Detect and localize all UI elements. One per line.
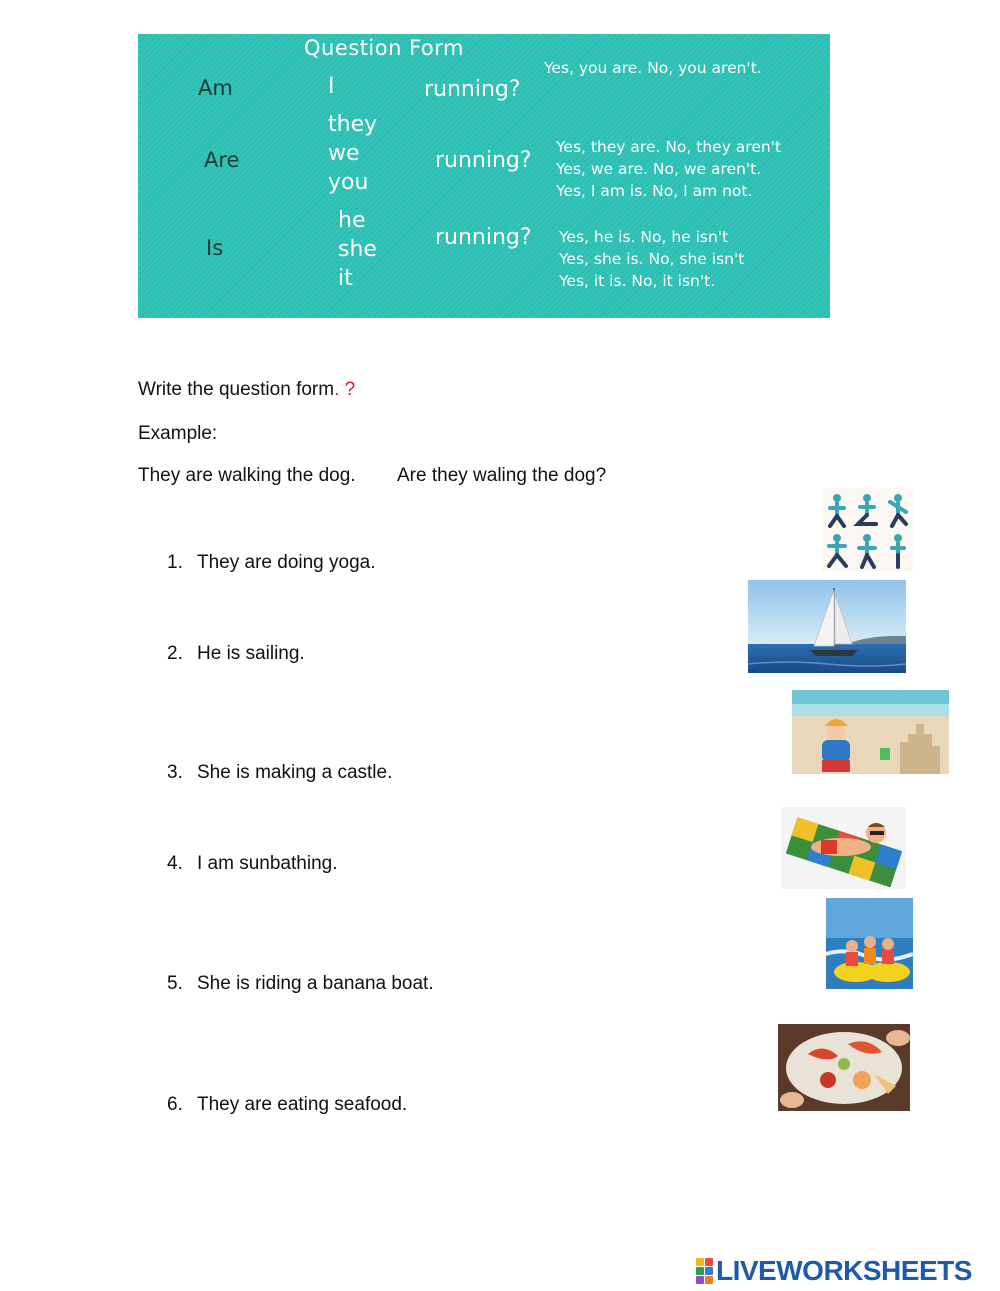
exercise-item [167,1094,407,1116]
banana-boat-image [826,898,913,989]
exercise-number: 2. [167,643,183,664]
pronoun: we [328,141,360,166]
verb-running: running? [435,225,532,250]
aux-verb-am: Am [198,76,233,100]
exercise-number: 4. [167,853,183,874]
answer-line: Yes, we are. No, we aren't. [556,160,762,178]
pronoun: they [328,112,378,137]
exercise-sentence: I am sunbathing. [197,853,338,874]
exercise-item [167,853,337,875]
answer-line: Yes, she is. No, she isn't [559,250,745,268]
answer-line: Yes, they are. No, they aren't [556,138,782,156]
logo-text: LIVEWORKSHEETS [716,1255,972,1286]
exercise-number: 5. [167,973,183,994]
exercise-item [167,973,434,995]
example-label: Example: [138,423,218,444]
exercise-sentence: She is riding a banana boat. [197,973,434,994]
grammar-table-title: Question Form [304,36,465,60]
example-answer: Are they waling the dog? [397,465,607,486]
yoga-poses-image [822,488,913,571]
exercise-item [167,552,376,574]
sailboat-image [748,580,906,673]
answer-line: Yes, you are. No, you aren't. [544,59,762,77]
grammar-table [138,34,830,318]
aux-verb-is: Is [206,236,224,260]
exercise-item [167,643,305,665]
verb-running: running? [424,77,521,102]
answer-line: Yes, he is. No, he isn't [559,228,729,246]
pronoun: I [328,74,335,99]
logo-blocks-icon [696,1258,713,1284]
exercise-number: 1. [167,552,183,573]
seafood-platter-image [778,1024,910,1111]
exercise-number: 6. [167,1094,183,1115]
instruction-text [138,379,355,401]
sand-castle-image [792,690,949,774]
sunbathing-cartoon-image [781,807,906,889]
exercise-sentence: They are doing yoga. [197,552,376,573]
exercise-sentence: He is sailing. [197,643,305,664]
exercise-number: 3. [167,762,183,783]
question-mark-hint: . ? [334,379,356,400]
answer-line: Yes, I am is. No, I am not. [556,182,753,200]
pronoun: it [338,266,353,291]
exercise-sentence: She is making a castle. [197,762,393,783]
liveworksheets-logo [696,1254,972,1288]
exercise-item [167,762,392,784]
instruction-prompt: Write the question form [138,379,335,400]
pronoun: she [338,237,377,262]
pronoun: you [328,170,369,195]
exercise-sentence: They are eating seafood. [197,1094,408,1115]
pronoun: he [338,208,366,233]
aux-verb-are: Are [204,148,240,172]
verb-running: running? [435,148,532,173]
example-sentence: They are walking the dog. [138,465,356,486]
answer-line: Yes, it is. No, it isn't. [559,272,716,290]
